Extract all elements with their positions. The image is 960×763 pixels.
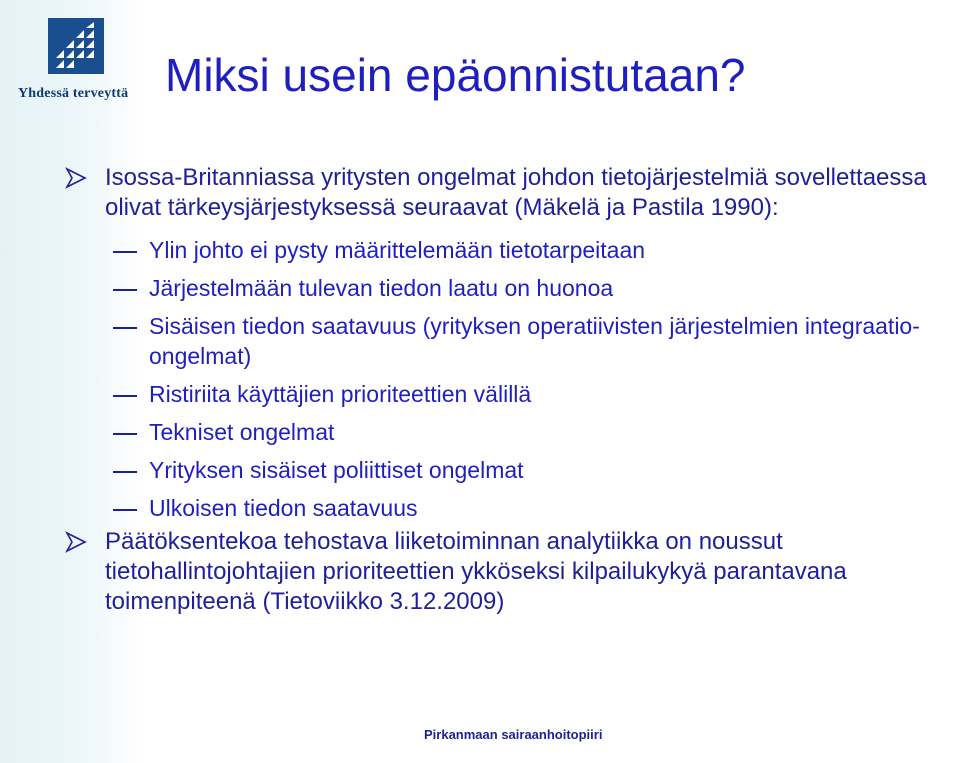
sub-item-text: Sisäisen tiedon saatavuus (yrityksen operatiivisten järjestelmien integraatio-ongelmat) [149,313,920,369]
dash-bullet-icon [113,251,137,253]
slide-title: Miksi usein epäonnistutaan? [165,49,746,101]
sub-item [65,311,945,371]
bullet-item [65,527,945,617]
slide-content [65,163,945,617]
bullet-text: Isossa-Britanniassa yritysten ongelmat johdon tietojärjestelmiä sovellettaessa olivat tärkeysjärjestyksessä seuraavat (Mäkelä ja Pastila 1990): [105,164,927,221]
arrow-bullet-icon [65,531,87,553]
dash-bullet-icon [113,433,137,435]
dash-bullet-icon [113,289,137,291]
bullet-text: Päätöksentekoa tehostava liiketoiminnan analytiikka on noussut tietohallintojohtajien prioriteettien ykköseksi kilpailukykyä parantavana toimenpiteenä (Tietoviikko 3.12.2009) [105,528,847,615]
sub-item-text: Ristiriita käyttäjien prioriteettien välillä [149,381,532,407]
logo-icon [48,18,104,74]
logo-text: Yhdessä terveyttä [18,86,129,101]
sub-item [65,455,945,485]
sub-item-text: Ylin johto ei pysty määrittelemään tietotarpeitaan [149,237,646,263]
sub-item-text: Ulkoisen tiedon saatavuus [149,495,418,521]
arrow-bullet-icon [65,167,87,189]
sub-item-text: Järjestelmään tulevan tiedon laatu on huonoa [149,275,614,301]
sub-item [65,379,945,409]
footer-text: Pirkanmaan sairaanhoitopiiri [424,727,603,742]
dash-bullet-icon [113,471,137,473]
dash-bullet-icon [113,395,137,397]
dash-bullet-icon [113,509,137,511]
sub-item [65,493,945,523]
sub-item [65,273,945,303]
sub-item-text: Tekniset ongelmat [149,419,335,445]
bullet-item [65,163,945,223]
sub-item-text: Yrityksen sisäiset poliittiset ongelmat [149,457,524,483]
dash-bullet-icon [113,327,137,329]
sub-item [65,235,945,265]
sub-item [65,417,945,447]
